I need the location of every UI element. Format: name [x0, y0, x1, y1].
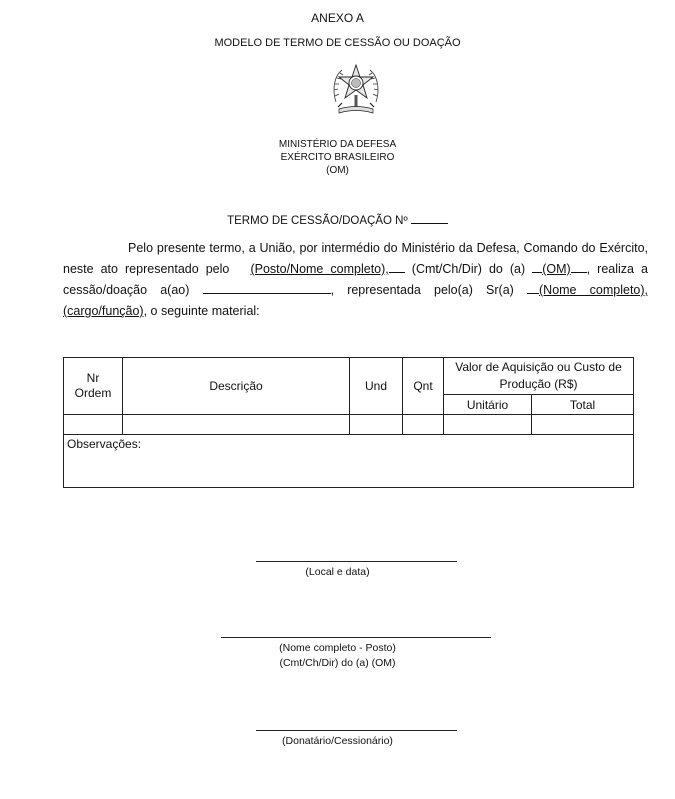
header-ordem: Ordem [74, 386, 112, 400]
coat-of-arms-seal [330, 62, 382, 118]
cell-qnt[interactable] [403, 415, 444, 435]
om-blank-right [571, 259, 587, 273]
cmt-om-caption: (Cmt/Ch/Dir) do (a) (OM) [279, 657, 396, 669]
field-posto-nome: (Posto/Nome completo), [250, 262, 389, 276]
annex-heading: ANEXO A [311, 11, 364, 25]
header-nr: Nr [86, 371, 100, 385]
nome-posto-caption: (Nome completo - Posto) [279, 642, 396, 654]
observacoes-cell[interactable] [64, 435, 634, 488]
cell-unitario[interactable] [444, 415, 532, 435]
field-om: (OM) [542, 262, 571, 276]
model-title: MODELO DE TERMO DE CESSÃO OU DOAÇÃO [214, 37, 461, 49]
header-valor: Valor de Aquisição ou Custo de Produção (R$) [444, 358, 634, 395]
nome-blank [527, 280, 539, 294]
cell-und[interactable] [350, 415, 403, 435]
body-text-5: , o seguinte material: [143, 304, 260, 318]
field-nome-completo: (Nome completo), [539, 283, 649, 297]
recipient-blank [203, 280, 331, 294]
donatario-signature-line [256, 730, 457, 731]
header-und: Und [350, 358, 403, 415]
header-qnt: Qnt [403, 358, 444, 415]
term-title-text: TERMO DE CESSÃO/DOAÇÃO Nº [227, 215, 408, 227]
term-number-blank [411, 210, 448, 224]
header-unitario: Unitário [444, 395, 532, 415]
cell-total[interactable] [532, 415, 634, 435]
posto-blank [389, 259, 405, 273]
observacoes-row [64, 435, 634, 488]
local-data-line [256, 561, 457, 562]
army-line: EXÉRCITO BRASILEIRO [280, 152, 395, 163]
cell-descricao[interactable] [123, 415, 350, 435]
ministry-line: MINISTÉRIO DA DEFESA [278, 139, 397, 150]
term-title [0, 210, 675, 227]
body-text-3: , realiza a cessão/doação a(ao) [63, 262, 648, 297]
field-cargo-funcao: (cargo/função) [63, 304, 144, 318]
commander-signature-line [221, 637, 491, 638]
body-text-2: (Cmt/Ch/Dir) do (a) [411, 262, 526, 276]
body-text-1: Pelo presente termo, a União, por intermédio do Ministério da Defesa, Comando do Exército, neste ato representado pelo [63, 241, 648, 276]
term-paragraph [63, 238, 648, 322]
observacoes-label: Observações: [67, 437, 142, 451]
cell-nr[interactable] [64, 415, 123, 435]
om-blank-left [532, 259, 542, 273]
material-table [63, 357, 634, 488]
term-body [63, 238, 648, 322]
header-descricao: Descrição [123, 358, 350, 415]
table-row [64, 415, 634, 435]
table-header-row [64, 358, 634, 395]
om-line: (OM) [326, 165, 349, 176]
body-text-4: , representada pelo(a) Sr(a) [330, 283, 514, 297]
header-nr-ordem [64, 358, 123, 415]
local-data-caption: (Local e data) [305, 566, 370, 578]
header-total: Total [532, 395, 634, 415]
donatario-caption: (Donatário/Cessionário) [282, 735, 393, 747]
